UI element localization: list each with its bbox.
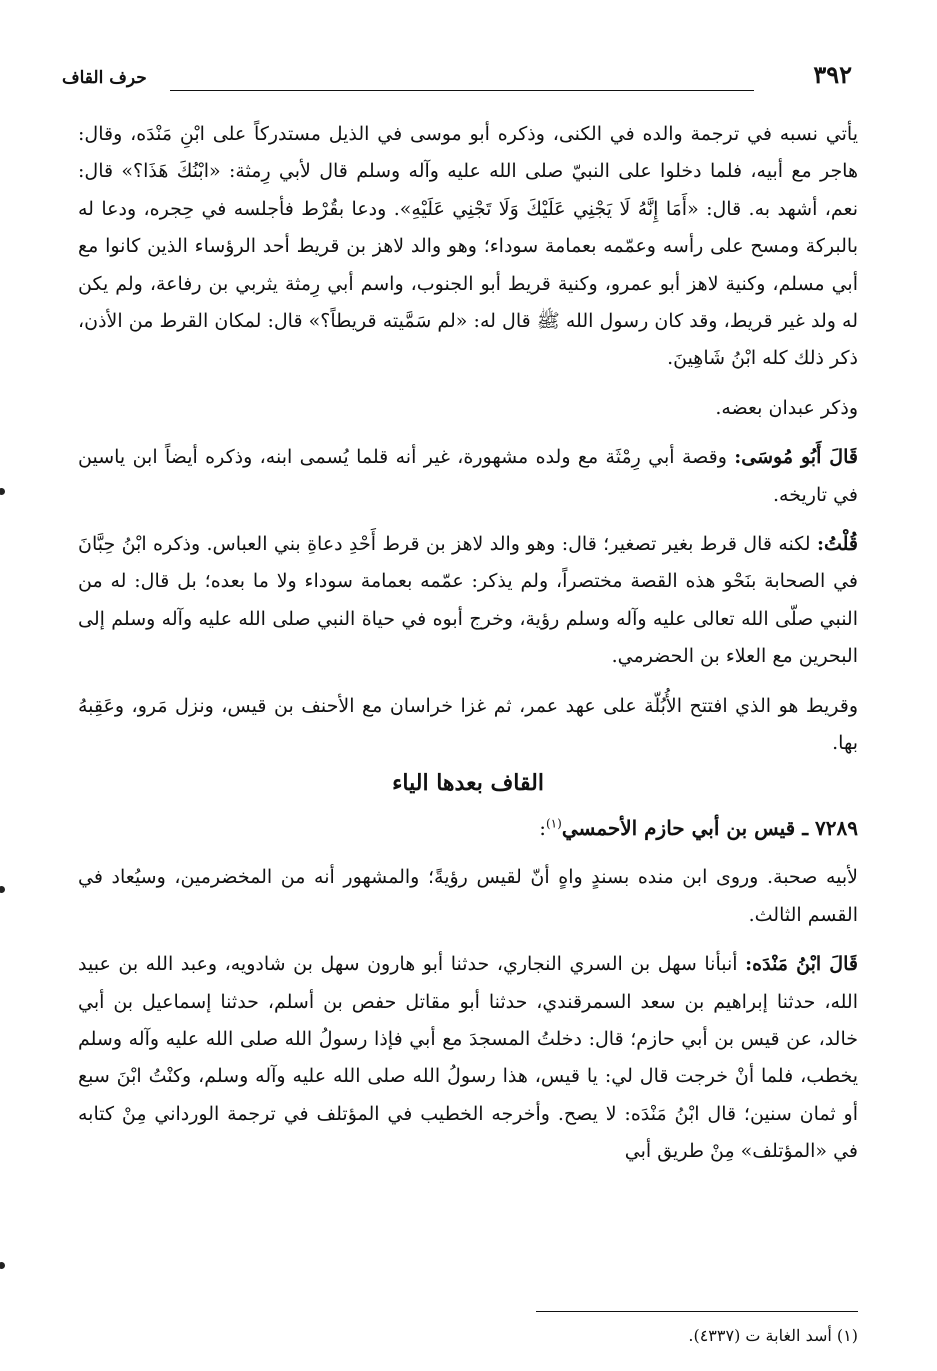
paragraph-abu-musa (78, 439, 858, 514)
scan-mark (0, 488, 5, 495)
paragraph-ibn-mandah (78, 946, 858, 1170)
header-rule (170, 90, 754, 91)
section-heading: القاف بعدها الياء (392, 769, 544, 796)
footnote-rule (536, 1311, 858, 1312)
ibn-mandah-text: أنبأنا سهل بن السري النجاري، حدثنا أبو هارون سهل بن شادويه، وعبد الله بن عبيد الله، حدثنا إبراهيم بن سعد السمرقندي، حدثنا أبو مقاتل حفص بن أسلم، حدثنا إسماعيل بن أبي خالد، عن قيس بن أبي حازم؛ قال: دخلتُ المسجدَ مع أبي فإذا رسولُ الله صلى الله عليه وآله وسلم يخطب، فلما أنْ خرجت قال لي: يا قيس، هذا رسولُ الله صلى الله عليه وآله وسلم، وكنْتُ ابْنَ سبع أو ثمان سنين؛ قال ابْنُ مَنْدَه: لا يصح. وأخرجه الخطيب في المؤتلف في ترجمة الورداني مِنْ كتابه في «المؤتلف» مِنْ طريق أبي (78, 953, 858, 1163)
scan-mark (0, 886, 5, 893)
page-header (62, 56, 852, 96)
entry-title (78, 810, 858, 847)
abu-musa-lead: قَالَ أَبُو مُوسَى: (734, 446, 858, 469)
footnote-marker[interactable]: (١) (545, 816, 562, 831)
paragraph-entry: لأبيه صحبة. وروى ابن منده بسندٍ واهٍ أنّ لقيس رؤيةً؛ والمشهور أنه من المخضرمين، وسيُعاد في القسم الثالث. (78, 866, 858, 926)
paragraph-abdan: وذكر عبدان بعضه. (715, 396, 858, 419)
paragraph-qultu (78, 526, 858, 676)
paragraph-abu-rimtha: يأتي نسبه في ترجمة والده في الكنى، وذكره أبو موسى في الذيل مستدركاً على ابْنِ مَنْدَه، وقال: هاجر مع أبيه، فلما دخلوا على النبيّ صلى الله عليه وآله وسلم قال لأبي رِمثة: «ابْنُكَ هَذَا؟» قال: نعم، أشهد به. قال: «أَمَا إِنَّهُ لَا يَجْنِي عَلَيْكَ وَلَا تَجْنِي عَلَيْهِ». ودعا بقُرْط فأجلسه في حِجره، ودعا له بالبركة ومسح على رأسه وعمّمه بعمامة سوداء؛ وهو والد لاهز بن قريط أحد الرؤساء الذين كانوا مع أبي مسلم، وكنية لاهز أبو عمرو، وكنية قريط أبو الجنوب، واسم أبي رِمثة يثربي بن رفاعة، ولم يكن له ولد غير قريط، وقد كان رسول الله ﷺ قال له: «لم سَمَّيته قريطاً؟» قال: لمكان القرط من الأذن، ذكر ذلك كله ابْنُ شَاهِينَ. (78, 123, 858, 370)
page-number: ٣٩٢ (813, 60, 852, 89)
running-title: حرف القاف (62, 68, 147, 88)
ibn-mandah-lead: قَالَ ابْنُ مَنْدَه: (745, 953, 858, 976)
entry-colon: : (539, 815, 546, 840)
scan-mark (0, 1262, 5, 1269)
qultu-text: لكنه قال قرط بغير تصغير؛ قال: وهو والد لاهز بن قرط أَحْدِ دعاةِ بني العباس. وذكره ابْنُ حِبَّانَ في الصحابة بنَحْو هذه القصة مختصراً، ولم يذكر: عمّمه بعمامة سوداء ولا ما بعده؛ بل قال: له من النبي صلّى الله تعالى عليه وآله وسلم رؤية، وخرج أبوه في حياة النبي صلى الله عليه وآله وسلم إلى البحرين مع العلاء بن الحضرمي. (78, 533, 858, 668)
main-text (78, 116, 858, 1171)
entry-number-name: ٧٢٨٩ ـ قيس بن أبي حازم الأحمسي (561, 815, 858, 840)
paragraph-qurait: وقريط هو الذي افتتح الأُبُلّة على عهد عمر، ثم غزا خراسان مع الأحنف بن قيس، ونزل مَرو، وعَقِبهُ بها. (78, 694, 858, 755)
qultu-lead: قُلْتُ: (816, 533, 858, 556)
footnote: (١) أسد الغابة ت (٤٣٣٧). (688, 1326, 858, 1345)
abu-musa-text: وقصة أبي رِمْثَة مع ولده مشهورة، غير أنه قلما يُسمى ابنه، وذكره أيضاً ابن ياسين في تاريخه. (78, 446, 858, 506)
